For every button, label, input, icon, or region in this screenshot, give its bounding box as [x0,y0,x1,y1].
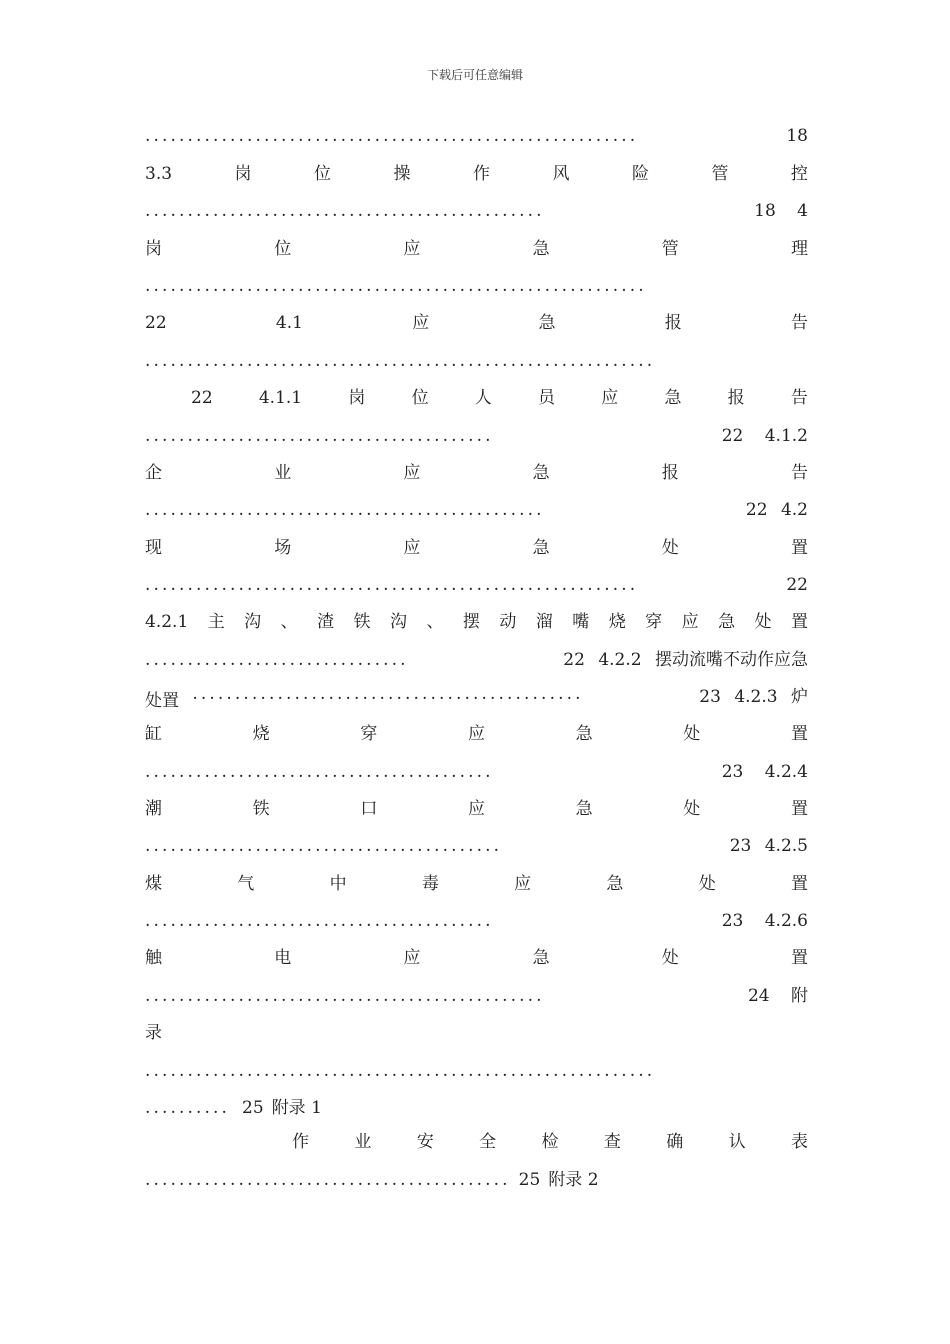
toc-line [145,573,808,597]
dot-leader: .......................................................... [145,575,639,595]
page-number: 22 [563,650,585,670]
dot-leader: ........................................................... [145,276,647,296]
toc-line [145,124,808,148]
dot-leader: ............................................... [145,500,545,520]
dot-leader: ........................................... [145,1170,511,1190]
title-char: 安 [416,1132,434,1152]
section-number: 4.2.4 [764,762,808,782]
section-number: 4.2.1 [145,612,189,632]
toc-line [145,461,808,485]
title-char: 置 [790,799,808,819]
title-char: 潮 [145,799,162,819]
title-char: 沟 [389,612,407,632]
title-char: 动 [499,612,517,632]
title-char: 缸 [145,724,162,744]
title-char: 位 [411,388,429,408]
title-char: 煤 [145,874,162,894]
title-char: 录 [145,1023,162,1043]
toc-line [145,722,808,746]
title-char: 急 [532,538,550,558]
title-char: 摆 [462,612,480,632]
title-char: 岗 [234,164,252,184]
title-char: 中 [329,874,347,894]
title-char: 人 [474,388,492,408]
title-char: 置 [790,538,808,558]
page-number: 18 [786,126,808,146]
title-char: 应 [467,724,485,744]
title-char: 烧 [252,724,270,744]
dot-leader: ............................................................ [145,351,656,371]
section-number: 4.1.2 [764,426,808,446]
title-char: 员 [538,388,555,408]
title-char: 电 [274,948,292,968]
title-char: 岗 [348,388,366,408]
toc-line [145,648,808,672]
title-char: 控 [790,164,808,184]
title-char: 置 [790,948,808,968]
section-number: 4.1 [275,313,303,333]
title-char: 急 [664,388,682,408]
page-number: 22 [191,388,213,408]
title-char: 应 [681,612,699,632]
page-number: 23 [699,687,721,707]
title-char: 表 [791,1132,808,1152]
dot-leader: ......................................... [145,426,494,446]
toc-line [145,386,808,410]
title-char: 位 [314,164,332,184]
title-char: 作 [292,1132,309,1152]
entry-title: 摆动流嘴不动作应急 [655,650,808,670]
entry-title: 炉 [791,687,808,707]
toc-line [145,162,808,186]
toc-line [145,424,808,448]
page-number: 24 [747,986,770,1006]
dot-leader: ............................... [145,650,409,670]
page-number: 22 [721,426,744,446]
title-char: 烧 [608,612,626,632]
title-char: 处 [661,948,679,968]
toc-line [145,349,808,373]
section-number: 4.2.3 [734,687,778,707]
toc-line [145,610,808,634]
toc-line [145,1059,808,1083]
section-number: 4.2 [780,500,808,520]
title-char: 急 [718,612,736,632]
title-char: 沟 [244,612,262,632]
title-char: 溜 [535,612,553,632]
title-char: 渣 [317,612,335,632]
section-number: 4.2.5 [764,836,808,856]
page-number: 23 [721,911,744,931]
title-char: 急 [606,874,624,894]
dot-leader: ............................................... [145,201,545,221]
toc-line [145,909,808,933]
title-char: 应 [403,948,421,968]
title-char: 企 [145,463,162,483]
dot-leader: .......................................................... [145,126,639,146]
title-char: 急 [575,724,593,744]
title-char: 告 [790,463,808,483]
title-char: 位 [274,239,292,259]
title-char: 应 [514,874,532,894]
title-char: 嘴 [572,612,590,632]
toc-line [145,199,808,223]
title-char: 主 [207,612,225,632]
title-char: 报 [727,388,745,408]
page-number: 22 [786,575,808,595]
toc-line [145,1021,808,1045]
entry-title: 附 [791,986,808,1006]
dot-leader: ......................................... [145,762,494,782]
title-char: 气 [237,874,255,894]
page-number: 25 [242,1098,264,1118]
title-char: 急 [575,799,593,819]
dot-leader: ............................................... [145,986,545,1006]
title-char: 风 [552,164,570,184]
title-char: 、 [426,612,444,632]
title-char: 置 [790,724,808,744]
toc-line [145,685,808,709]
section-number: 4.2.6 [764,911,808,931]
title-char: 业 [354,1132,372,1152]
title-char: 报 [664,313,682,333]
dot-leader: ......................................... [145,911,494,931]
title-char: 应 [403,463,421,483]
title-char: 管 [661,239,679,259]
title-char: 急 [538,313,556,333]
entry-title: 附录 2 [548,1170,599,1190]
title-char: 确 [666,1132,684,1152]
toc-line [145,946,808,970]
toc-line [145,797,808,821]
title-char: 现 [145,538,162,558]
title-char: 置 [790,612,808,632]
title-char: 穿 [645,612,663,632]
title-char: 处 [661,538,679,558]
section-number: 3.3 [145,164,173,184]
title-char: 应 [467,799,485,819]
title-char: 处 [683,799,701,819]
toc-line [145,1168,808,1192]
title-char: 毒 [421,874,439,894]
toc-line [145,274,808,298]
toc-line [145,311,808,335]
title-char: 急 [532,948,550,968]
page-number: 25 [518,1170,541,1190]
entry-title: 处置 [145,690,179,711]
dot-leader: .............................................. [192,683,584,704]
title-char: 岗 [145,239,162,259]
dot-leader: .......................................... [145,836,503,856]
title-char: 管 [711,164,729,184]
page-number: 23 [721,762,744,782]
page-number: 23 [729,836,752,856]
title-char: 应 [412,313,430,333]
title-char: 穿 [360,724,378,744]
title-char: 认 [728,1132,746,1152]
toc-line [145,984,808,1008]
title-char: 铁 [353,612,371,632]
title-char: 全 [479,1132,497,1152]
title-char: 处 [754,612,772,632]
toc-line [145,872,808,896]
title-char: 告 [790,313,808,333]
toc-line [145,1096,808,1120]
title-char: 检 [541,1132,559,1152]
title-char: 口 [360,799,378,819]
title-char: 、 [280,612,298,632]
page-number: 22 [145,313,167,333]
title-char: 操 [393,164,411,184]
title-char: 应 [403,239,421,259]
title-char: 作 [472,164,490,184]
toc-line [145,1130,808,1154]
title-char: 急 [532,239,550,259]
title-char: 查 [603,1132,621,1152]
section-number: 4 [797,201,808,221]
toc-line [145,760,808,784]
title-char: 处 [683,724,701,744]
title-char: 告 [790,388,808,408]
page-number: 18 [754,201,776,221]
title-char: 急 [532,463,550,483]
dot-leader: ............................................................ [145,1061,656,1081]
toc-line [145,536,808,560]
title-char: 理 [790,239,808,259]
title-char: 处 [698,874,716,894]
section-number: 4.2.2 [598,650,642,670]
title-char: 应 [601,388,619,408]
entry-title: 附录 1 [271,1098,322,1118]
toc-line [145,834,808,858]
title-char: 险 [631,164,649,184]
title-char: 铁 [252,799,270,819]
title-char: 应 [403,538,421,558]
toc-line [145,498,808,522]
title-char: 报 [661,463,679,483]
page-header: 下载后可任意编辑 [426,68,523,82]
section-number: 4.1.1 [258,388,303,408]
page-number: 22 [745,500,768,520]
title-char: 置 [790,874,808,894]
toc-line [145,237,808,261]
title-char: 场 [274,538,292,558]
dot-leader: .......... [145,1098,231,1118]
title-char: 触 [145,948,162,968]
title-char: 业 [274,463,292,483]
